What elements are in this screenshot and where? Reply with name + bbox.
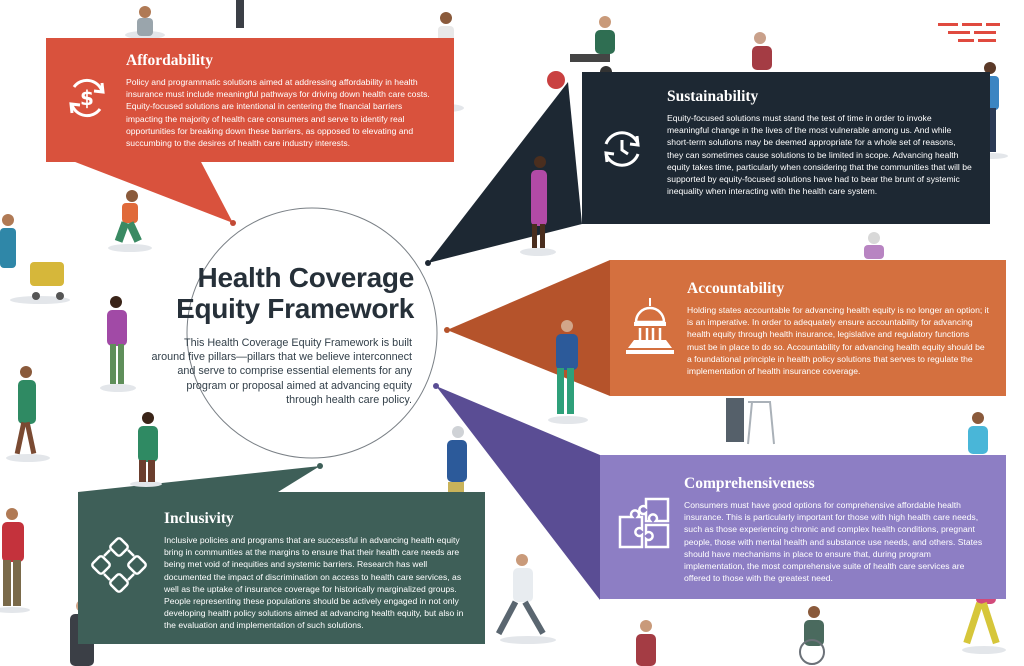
sustainability-panel [582, 72, 990, 224]
accountability-body: Holding states accountable for advancing health equity is no longer an option; it is an imperative. In order to adequately ensure accountability for advancing health equity through health insurance, legislative and regulatory functions must be in place to do so. Accountability for advancing health equity should be a foundational principle in health policy solutions that serves to regulate the implementation of health insurance coverage. [687, 305, 989, 377]
inclusivity-panel [78, 492, 485, 644]
person-figure [496, 554, 556, 644]
inclusivity-beam [78, 466, 320, 492]
linked-hands-icon [90, 536, 150, 601]
person-figure [636, 620, 656, 666]
inclusivity-body: Inclusive policies and programs that are successful in advancing health equity bring in communities at the margins to ensure that their health care needs are being met void of inequities and systemic barriers. Research has well documented the impact of discrimination on access to health care services, as well as the uptake of insurance coverage for historically marginalized groups. People representing these populations should be actively engaged in not only developing health policy solutions aimed at advancing health equity, but also in the evaluation and implementation of such solutions. [164, 535, 464, 631]
person-figure [752, 32, 772, 70]
person-figure [6, 366, 50, 462]
connector-dot [230, 220, 236, 226]
person-figure [864, 232, 884, 259]
connector-dot [425, 260, 431, 266]
comprehensiveness-title: Comprehensiveness [684, 475, 815, 492]
accountability-panel [610, 260, 1006, 396]
person-figure [108, 190, 152, 252]
puzzle-icon [616, 495, 672, 556]
comprehensiveness-panel [600, 455, 1006, 599]
clock-cycle-icon [597, 124, 647, 179]
connector-dot [317, 463, 323, 469]
affordability-panel [46, 38, 454, 162]
sustainability-title: Sustainability [667, 88, 759, 105]
connector-dot [433, 383, 439, 389]
person-figure [125, 6, 165, 39]
framework-intro: This Health Coverage Equity Framework is built around five pillars—pillars that we believe interconnect and serve to comprise essential elements for any program or proposal aimed at advancing equity through health care policy. [151, 337, 412, 406]
accountability-title: Accountability [687, 280, 785, 297]
connector-dot [444, 327, 450, 333]
person-figure [0, 214, 70, 304]
person-figure [800, 606, 824, 664]
accountability-beam [447, 260, 610, 396]
affordability-body: Policy and programmatic solutions aimed at addressing affordability in health insurance must include meaningful pathways for driving down health care costs. Equity-focused solutions are intentional in centering the financial barriers impacting the majority of health care consumers and serve to identify real opportunities for breaking down these barriers, as opposed to elevating and succumbing to the desires of health care industry interests. [126, 77, 430, 149]
framework-circle [187, 208, 437, 458]
inclusivity-title: Inclusivity [164, 510, 234, 527]
person-figure [100, 296, 136, 392]
sustainability-body: Equity-focused solutions must stand the test of time in order to invoke meaningful change in the lives of the most vulnerable among us. And while short-term solutions may be deemed appropriate for a whole set of reasons, they can sometimes cause solutions to be limited in scope. Advancing health equity takes time, particularly when considering that the communities that will be supported by equity-focused solutions have had to bear the brunt of systemic inequality when interacting with the health care system. [667, 113, 972, 197]
affordability-beam [70, 160, 233, 223]
svg-text:$: $ [80, 86, 94, 110]
person-figure [236, 0, 244, 28]
dollar-refresh-icon [62, 73, 112, 128]
person-figure [130, 412, 162, 487]
person-figure [726, 398, 774, 444]
person-figure [0, 508, 30, 613]
framework-title: Health Coverage Equity Framework [176, 262, 414, 324]
person-figure [447, 426, 467, 494]
comprehensiveness-body: Consumers must have good options for comprehensive affordable health insurance. This is particularly important for those with high health care needs, such as those experiencing chronic and complex health conditions, pregnant people, those with mental health and substance use needs, and others. States should have mechanisms in place to ensure that, during program implementation, the most comprehensive suite of health care services are offered to those with the greatest need. [684, 500, 983, 584]
person-figure [968, 412, 988, 454]
affordability-title: Affordability [126, 52, 213, 69]
capitol-icon [624, 296, 676, 361]
